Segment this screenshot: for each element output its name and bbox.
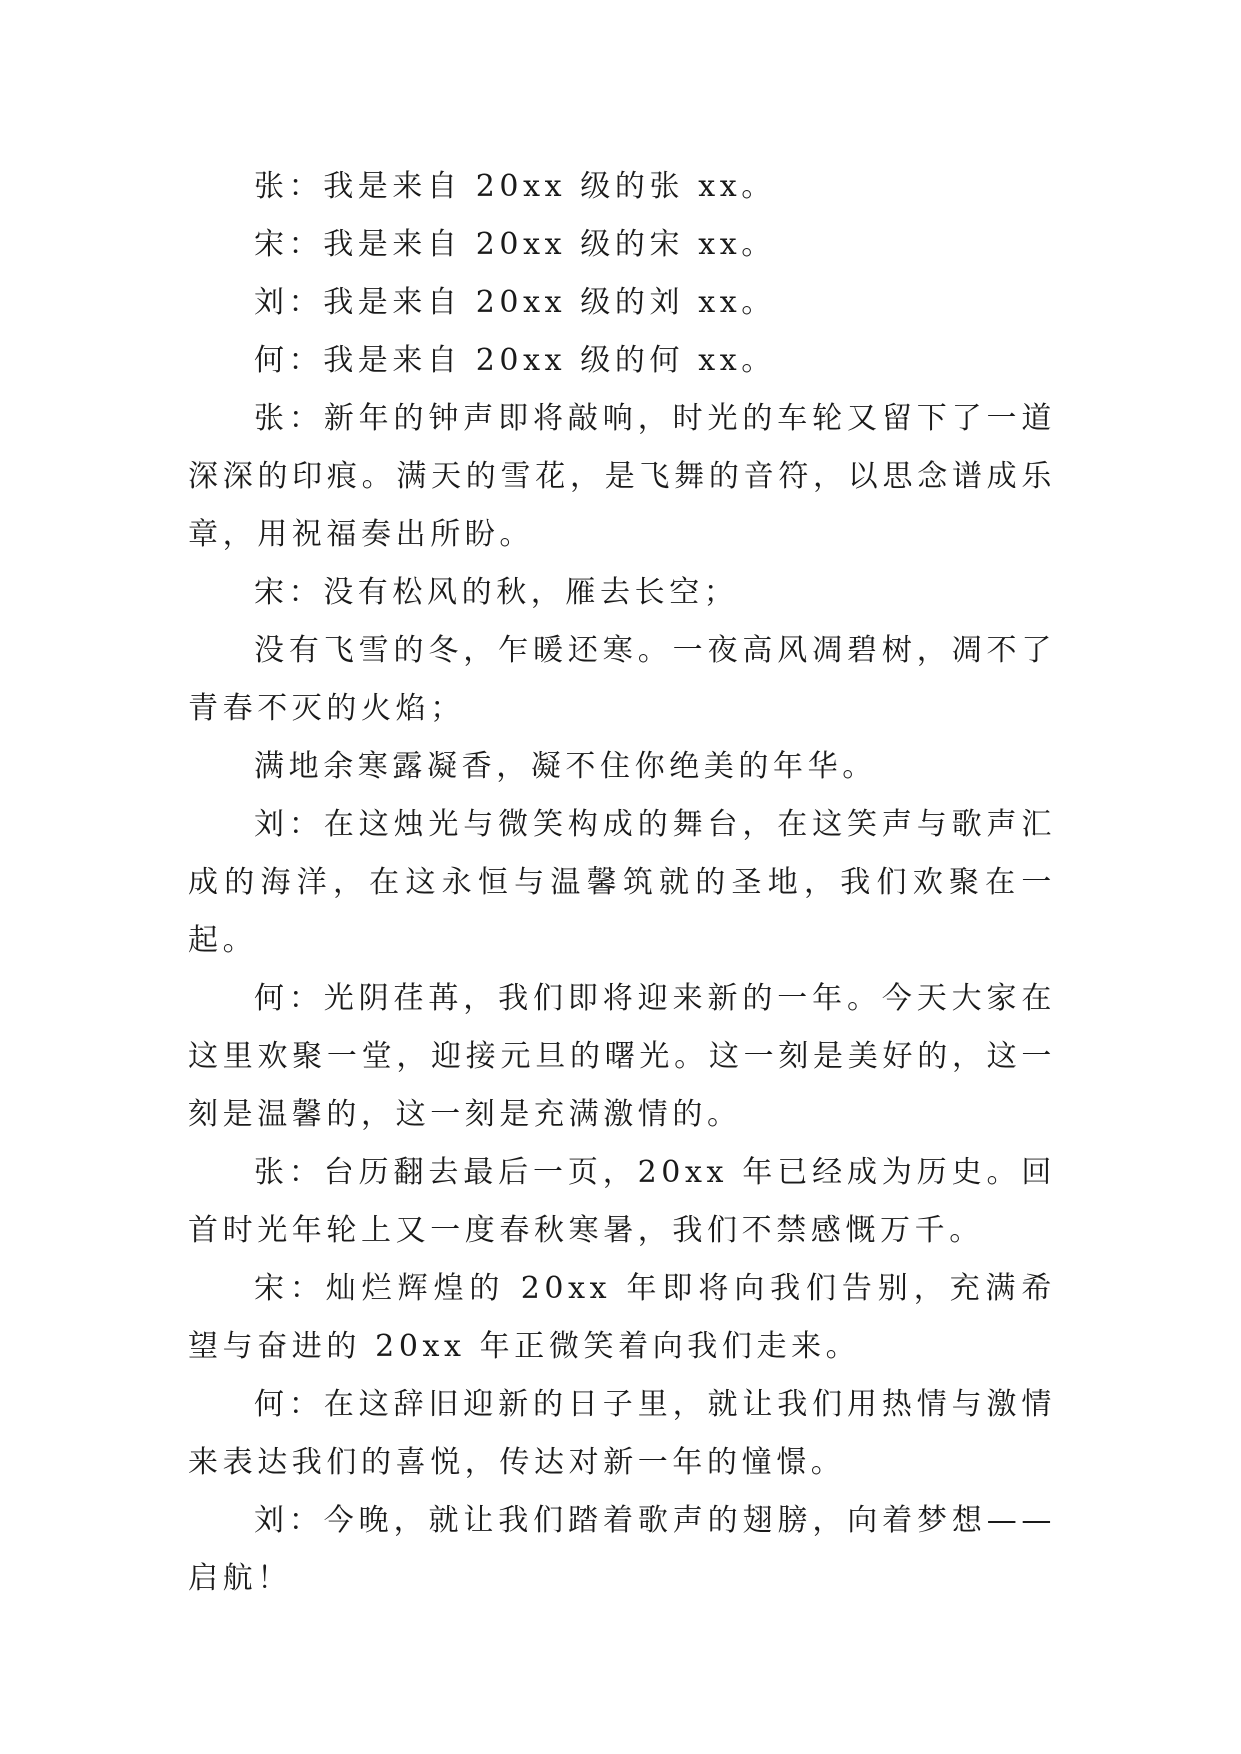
paragraph-he-gathering: 何：光阴荏苒，我们即将迎来新的一年。今天大家在这里欢聚一堂，迎接元旦的曙光。这一刻是美好的，这一刻是温馨的，这一刻是充满激情的。 <box>188 981 1056 1132</box>
paragraph-frost: 满地余寒露凝香，凝不住你绝美的年华。 <box>254 749 877 784</box>
paragraph-song-farewell: 宋：灿烂辉煌的 20xx 年即将向我们告别，充满希望与奋进的 20xx 年正微笑着向我们走来。 <box>188 1271 1056 1364</box>
paragraph-liu-sail: 刘：今晚，就让我们踏着歌声的翅膀，向着梦想——启航！ <box>188 1503 1056 1596</box>
paragraph-song-autumn: 宋：没有松风的秋，雁去长空； <box>254 575 739 610</box>
paragraph-zhang-calendar: 张：台历翻去最后一页，20xx 年已经成为历史。回首时光年轮上又一度春秋寒暑，我们不禁感慨万千。 <box>188 1155 1056 1248</box>
paragraph-intro-he: 何：我是来自 20xx 级的何 xx。 <box>254 343 776 378</box>
paragraph-zhang-new-year: 张：新年的钟声即将敲响，时光的车轮又留下了一道深深的印痕。满天的雪花，是飞舞的音符，以思念谱成乐章，用祝福奏出所盼。 <box>188 401 1056 552</box>
paragraph-intro-song: 宋：我是来自 20xx 级的宋 xx。 <box>254 227 776 262</box>
paragraph-intro-liu: 刘：我是来自 20xx 级的刘 xx。 <box>254 285 776 320</box>
paragraph-intro-zhang: 张：我是来自 20xx 级的张 xx。 <box>254 169 776 204</box>
paragraph-he-passion: 何：在这辞旧迎新的日子里，就让我们用热情与激情来表达我们的喜悦，传达对新一年的憧憬。 <box>188 1387 1056 1480</box>
paragraph-winter: 没有飞雪的冬，乍暖还寒。一夜高风凋碧树，凋不了青春不灭的火焰； <box>188 633 1056 726</box>
document-body <box>188 158 1056 1608</box>
paragraph-liu-stage: 刘：在这烛光与微笑构成的舞台，在这笑声与歌声汇成的海洋，在这永恒与温馨筑就的圣地，我们欢聚在一起。 <box>188 807 1056 958</box>
